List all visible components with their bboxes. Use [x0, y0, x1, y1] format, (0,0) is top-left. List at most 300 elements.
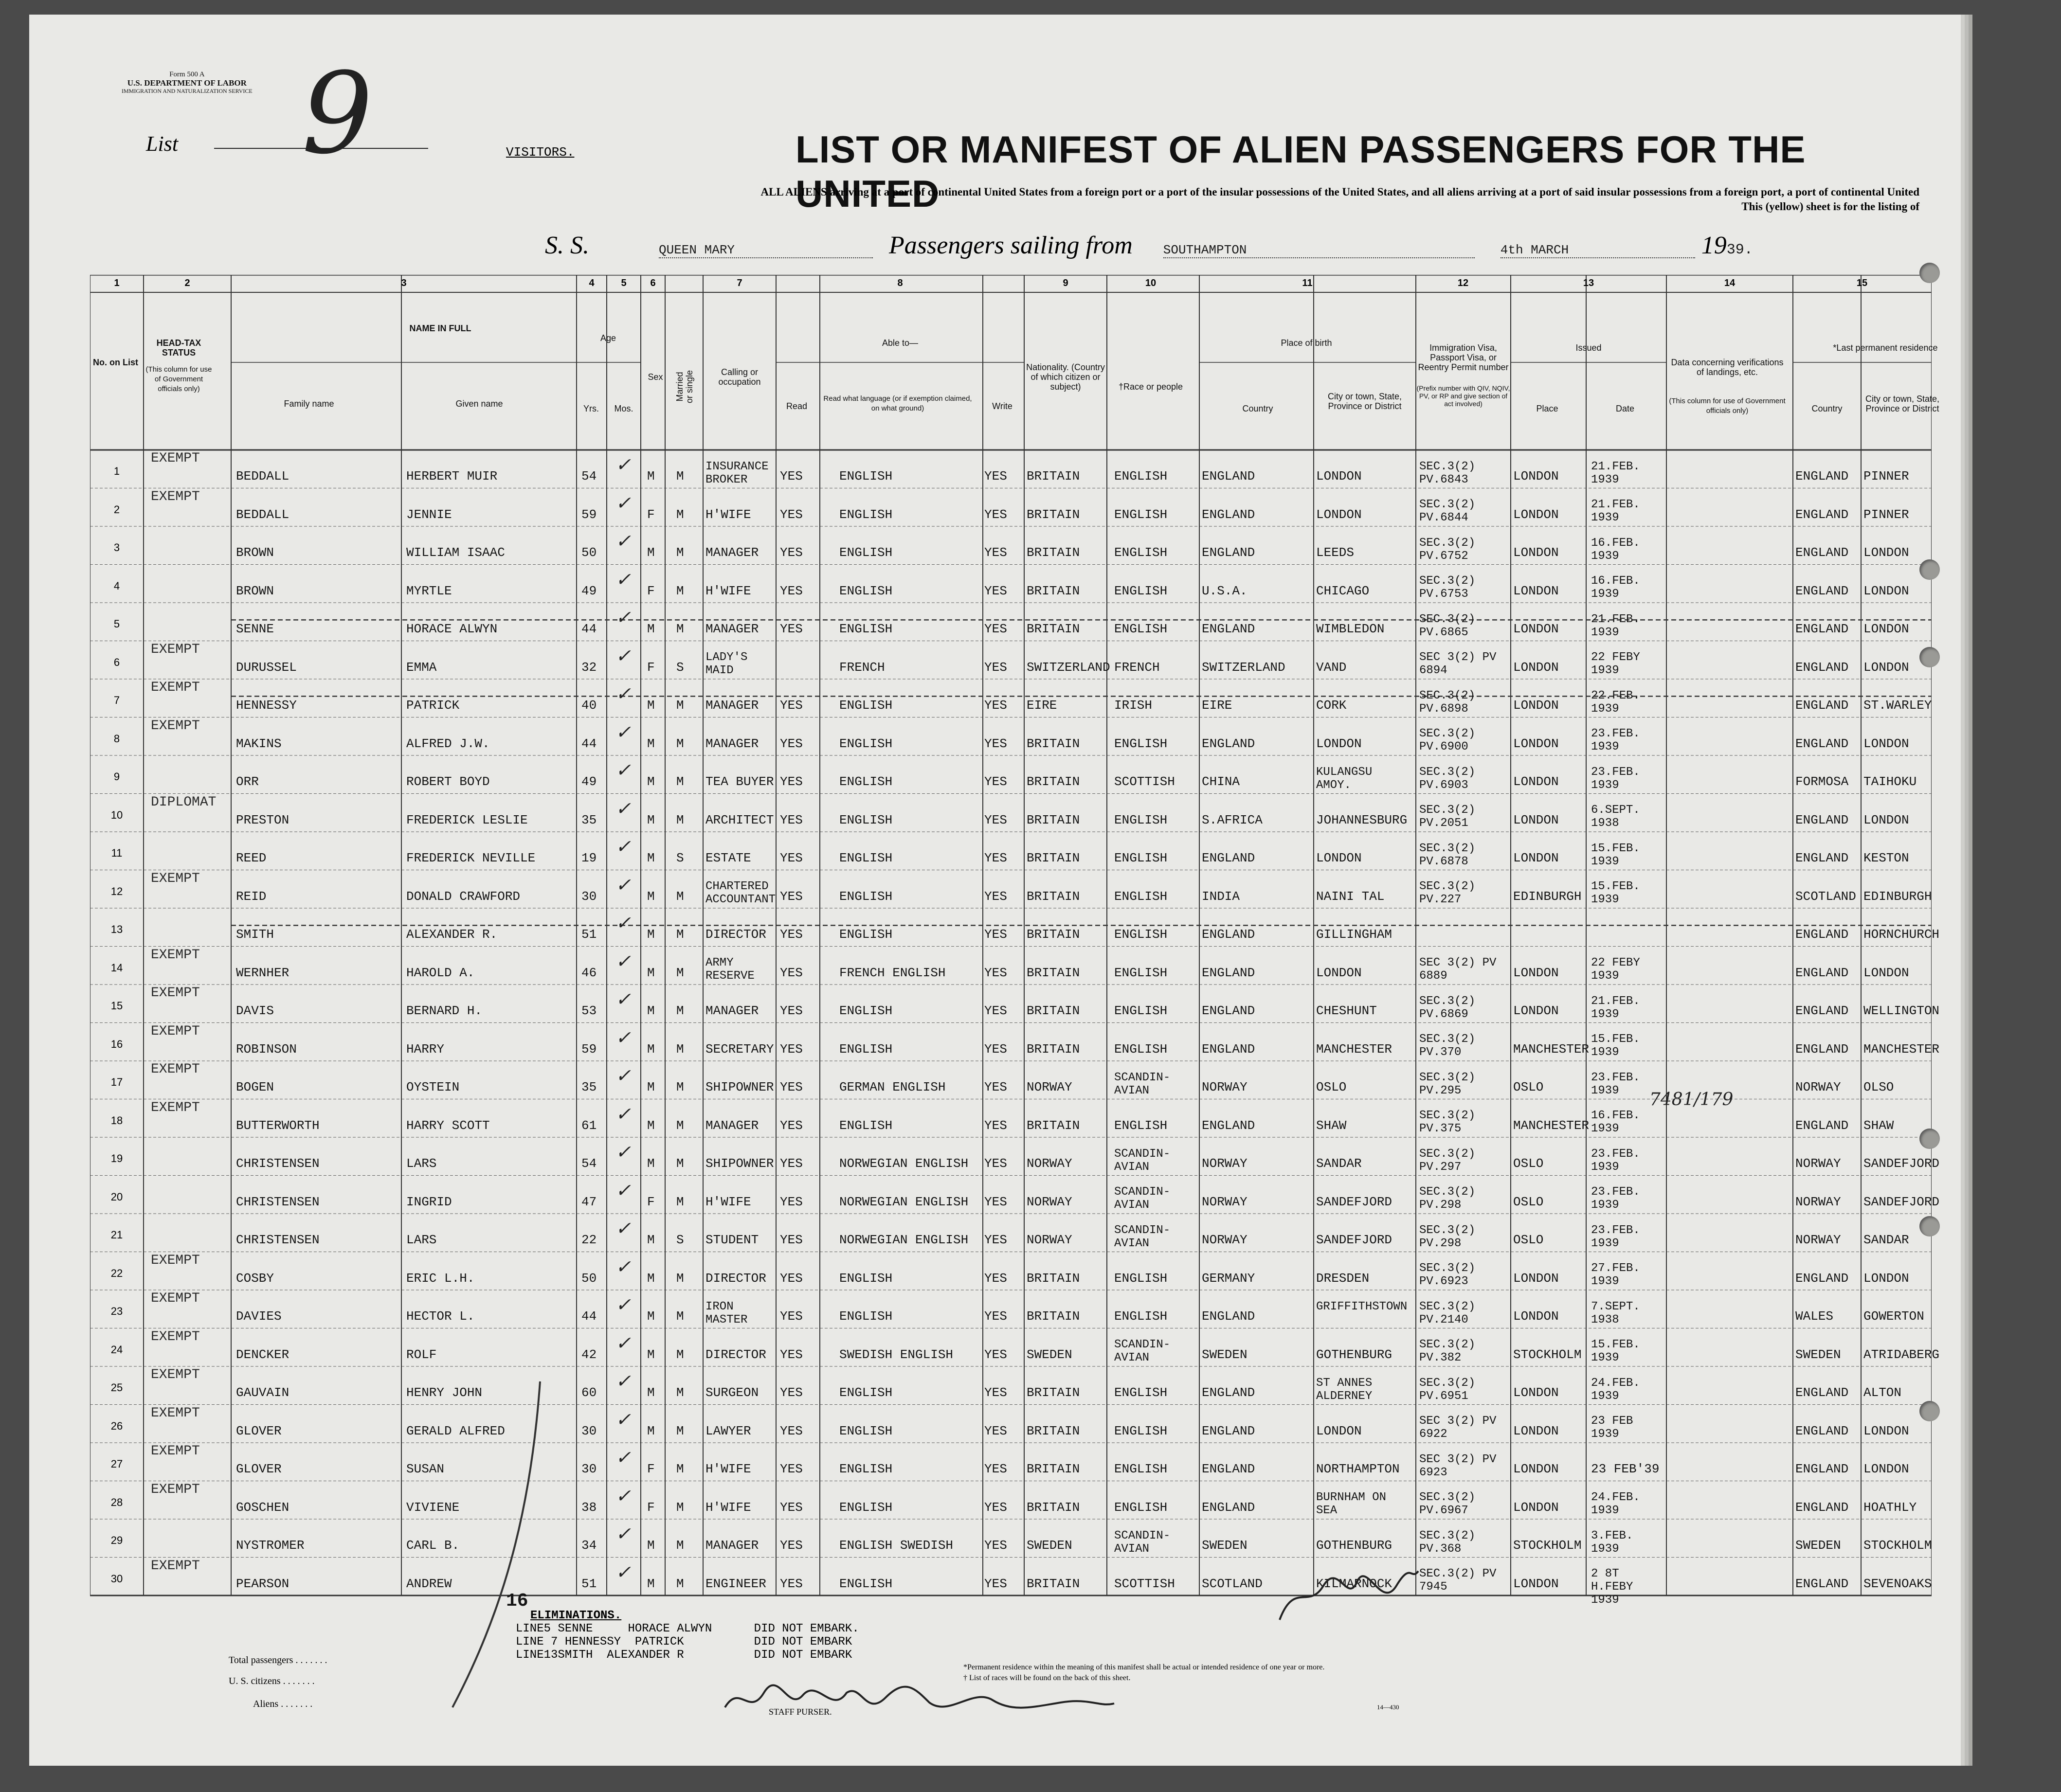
visa-number: SEC.3(2) PV.6844 [1419, 498, 1476, 524]
punch-hole-3 [1919, 1129, 1940, 1149]
visa-number: SEC.3(2) PV.6898 [1419, 689, 1476, 716]
sex: M [647, 1576, 655, 1591]
hdr-able: Able to— [882, 338, 919, 348]
language: SWEDISH ENGLISH [839, 1347, 954, 1362]
occupation: MANAGER [705, 698, 759, 713]
language: ENGLISH [839, 774, 893, 789]
birth-country: NORWAY [1202, 1156, 1247, 1171]
issued-place: LONDON [1513, 1500, 1559, 1515]
residence-city: LONDON [1863, 622, 1909, 637]
column-number: 8 [897, 278, 903, 288]
residence-country: ENGLAND [1795, 927, 1849, 942]
marital-status: M [676, 1194, 684, 1209]
headtax-status: EXEMPT [151, 1291, 200, 1306]
aliens-label: Aliens . . . . . . . [253, 1699, 313, 1709]
issued-place: LONDON [1513, 851, 1559, 866]
birth-city: GOTHENBURG [1316, 1538, 1392, 1553]
issued-place: MANCHESTER [1513, 1118, 1590, 1133]
given-name: INGRID [406, 1194, 452, 1209]
given-name: ROBERT BOYD [406, 774, 490, 789]
row-number: 23 [110, 1305, 123, 1318]
residence-country: ENGLAND [1795, 851, 1849, 866]
marital-status: M [676, 469, 684, 484]
row-number: 29 [110, 1534, 123, 1547]
marital-status: M [676, 1080, 684, 1095]
occupation: DIRECTOR [705, 927, 766, 942]
marital-status: M [676, 583, 684, 598]
hdr-residence: *Last permanent residence [1833, 343, 1938, 353]
occupation: DIRECTOR [705, 1271, 766, 1286]
sex: F [647, 1500, 655, 1515]
birth-city: SHAW [1316, 1118, 1347, 1133]
hdr-no-on-list: No. on List [93, 358, 138, 367]
race: SCANDIN- AVIAN [1114, 1071, 1171, 1097]
instructions-line-1: ALL ALIENS arriving at a port of continental United States from a foreign port or a port of the insular possessions of the United States, and all aliens arriving at a port of said insular possessions from a foreign port, a port of continental United [760, 186, 1919, 198]
check-mark-icon: ✓ [615, 1065, 631, 1086]
issued-place: STOCKHOLM [1513, 1538, 1582, 1553]
residence-city: LONDON [1863, 583, 1909, 598]
nationality: BRITAIN [1027, 469, 1080, 484]
language: FRENCH ENGLISH [839, 965, 946, 980]
punch-hole-4 [1919, 1216, 1940, 1236]
family-name: NYSTROMER [236, 1538, 305, 1553]
birth-city: WIMBLEDON [1316, 622, 1385, 637]
marital-status: M [676, 774, 684, 789]
check-mark-icon: ✓ [615, 950, 631, 972]
age-years: 50 [581, 1271, 597, 1286]
check-mark-icon: ✓ [615, 1523, 631, 1544]
residence-country: ENGLAND [1795, 1118, 1849, 1133]
can-read: YES [780, 1347, 803, 1362]
hdr-birth-country: Country [1242, 404, 1273, 413]
hdr-mos: Mos. [614, 404, 633, 413]
year-prefix: 19 [1701, 232, 1727, 259]
hdr-write: Write [992, 401, 1012, 411]
marital-status: M [676, 1462, 684, 1477]
given-name: BERNARD H. [406, 1004, 483, 1019]
column-number: 11 [1302, 278, 1313, 288]
birth-city: LONDON [1316, 507, 1362, 522]
issued-place: LONDON [1513, 1309, 1559, 1324]
occupation: TEA BUYER [705, 774, 774, 789]
table-row [90, 1176, 1940, 1214]
age-years: 46 [581, 965, 597, 980]
hdr-issued-place: Place [1536, 404, 1558, 413]
issued-date: 23.FEB. 1939 [1591, 1223, 1640, 1250]
hdr-race: †Race or people [1118, 382, 1183, 392]
residence-city: EDINBURGH [1863, 889, 1932, 904]
row-number: 7 [113, 694, 120, 707]
row-number: 2 [113, 503, 120, 516]
row-number: 17 [110, 1076, 123, 1089]
given-name: VIVIENE [406, 1500, 460, 1515]
given-name: PATRICK [406, 698, 460, 713]
visa-number: SEC.3(2) PV.6967 [1419, 1491, 1476, 1517]
age-years: 19 [581, 851, 597, 866]
hdr-landing-note: (This column for use of Government officials only) [1669, 397, 1786, 415]
given-name: DONALD CRAWFORD [406, 889, 521, 904]
birth-country: EIRE [1202, 698, 1232, 713]
race: ENGLISH [1114, 851, 1168, 866]
nationality: BRITAIN [1027, 1041, 1080, 1057]
occupation: MANAGER [705, 736, 759, 751]
birth-country: ENGLAND [1202, 469, 1255, 484]
occupation: ARMY RESERVE [705, 956, 755, 983]
birth-country: ENGLAND [1202, 1004, 1255, 1019]
occupation: ENGINEER [705, 1576, 766, 1591]
residence-country: NORWAY [1795, 1156, 1841, 1171]
nationality: BRITAIN [1027, 583, 1080, 598]
nationality: BRITAIN [1027, 1271, 1080, 1286]
birth-city: SANDEFJORD [1316, 1194, 1392, 1209]
column-number: 12 [1457, 278, 1469, 288]
residence-city: LONDON [1863, 736, 1909, 751]
family-name: GLOVER [236, 1462, 282, 1477]
can-read: YES [780, 812, 803, 827]
given-name: HENRY JOHN [406, 1385, 483, 1400]
residence-country: ENGLAND [1795, 1385, 1849, 1400]
residence-country: WALES [1795, 1309, 1834, 1324]
occupation: ARCHITECT [705, 812, 774, 827]
row-number: 13 [110, 923, 123, 936]
family-name: DAVIS [236, 1004, 274, 1019]
table-row [90, 1214, 1932, 1252]
hdr-sex: Sex [648, 372, 663, 382]
birth-country: ENGLAND [1202, 1500, 1255, 1515]
issued-place: LONDON [1513, 965, 1559, 980]
table-row [90, 832, 1932, 870]
check-mark-icon: ✓ [615, 1255, 631, 1277]
residence-country: ENGLAND [1795, 1462, 1849, 1477]
birth-city: SANDAR [1316, 1156, 1362, 1171]
occupation: STUDENT [705, 1233, 759, 1248]
birth-city: CORK [1316, 698, 1347, 713]
can-write: YES [984, 1462, 1007, 1477]
can-read: YES [780, 1576, 803, 1591]
hdr-age: Age [600, 333, 616, 343]
nationality: NORWAY [1027, 1233, 1072, 1248]
age-years: 59 [581, 507, 597, 522]
purser-signature [720, 1673, 1119, 1727]
table-row [90, 679, 1932, 717]
issued-date: 15.FEB. 1939 [1591, 1338, 1640, 1364]
can-read: YES [780, 583, 803, 598]
race: ENGLISH [1114, 1462, 1168, 1477]
given-name: OYSTEIN [406, 1080, 460, 1095]
check-mark-icon: ✓ [615, 721, 631, 743]
issued-date: 22 FEBY 1939 [1591, 651, 1640, 677]
nationality: SWEDEN [1027, 1538, 1072, 1553]
residence-city: SANDEFJORD [1863, 1156, 1940, 1171]
nationality: BRITAIN [1027, 545, 1080, 560]
table-row [90, 526, 1932, 565]
headtax-status: EXEMPT [151, 1444, 200, 1459]
residence-country: NORWAY [1795, 1080, 1841, 1095]
issued-place: LONDON [1513, 1576, 1559, 1591]
family-name: SMITH [236, 927, 274, 942]
nationality: BRITAIN [1027, 1500, 1080, 1515]
headtax-status: EXEMPT [151, 1558, 200, 1574]
headtax-status: EXEMPT [151, 1023, 200, 1039]
issued-date: 3.FEB. 1939 [1591, 1529, 1633, 1556]
can-write: YES [984, 889, 1007, 904]
language: ENGLISH [839, 1309, 893, 1324]
can-write: YES [984, 965, 1007, 980]
table-row [90, 565, 1932, 603]
sex: M [647, 1271, 655, 1286]
issued-date: 16.FEB. 1939 [1591, 574, 1640, 601]
birth-city: LONDON [1316, 469, 1362, 484]
residence-country: NORWAY [1795, 1194, 1841, 1209]
occupation: SURGEON [705, 1385, 759, 1400]
nationality: BRITAIN [1027, 507, 1080, 522]
birth-city: ST ANNES ALDERNEY [1316, 1376, 1373, 1403]
family-name: COSBY [236, 1271, 274, 1286]
language: ENGLISH [839, 1118, 893, 1133]
race: ENGLISH [1114, 812, 1168, 827]
nationality: BRITAIN [1027, 1385, 1080, 1400]
birth-country: ENGLAND [1202, 1423, 1255, 1438]
row-number: 24 [110, 1343, 123, 1356]
marital-status: M [676, 1576, 684, 1591]
visa-number: SEC.3(2) PV.382 [1419, 1338, 1476, 1364]
occupation: INSURANCE BROKER [705, 460, 769, 486]
birth-country: SWITZERLAND [1202, 660, 1285, 675]
race: ENGLISH [1114, 507, 1168, 522]
issued-date: 15.FEB. 1939 [1591, 880, 1640, 906]
nationality: BRITAIN [1027, 812, 1080, 827]
nationality: BRITAIN [1027, 965, 1080, 980]
nationality: EIRE [1027, 698, 1057, 713]
birth-city: LONDON [1316, 1423, 1362, 1438]
birth-city: GOTHENBURG [1316, 1347, 1392, 1362]
table-row [90, 1443, 1932, 1481]
can-write: YES [984, 1538, 1007, 1553]
check-mark-icon: ✓ [615, 1370, 631, 1392]
residence-city: WELLINGTON [1863, 1004, 1940, 1019]
language: ENGLISH [839, 1576, 893, 1591]
sex: M [647, 927, 655, 942]
hdr-res-country: Country [1811, 404, 1843, 413]
race: ENGLISH [1114, 469, 1168, 484]
marital-status: M [676, 965, 684, 980]
visa-number: SEC 3(2) PV 6923 [1419, 1452, 1497, 1479]
issued-date: 21.FEB. 1939 [1591, 994, 1640, 1021]
headtax-status: EXEMPT [151, 947, 200, 963]
row-number: 25 [110, 1381, 123, 1394]
language: ENGLISH [839, 698, 893, 713]
issued-date: 24.FEB. 1939 [1591, 1376, 1640, 1403]
residence-city: LONDON [1863, 812, 1909, 827]
family-name: REED [236, 851, 267, 866]
sex: M [647, 469, 655, 484]
birth-city: OSLO [1316, 1080, 1347, 1095]
can-write: YES [984, 851, 1007, 866]
race: ENGLISH [1114, 1004, 1168, 1019]
birth-country: ENGLAND [1202, 1041, 1255, 1057]
column-number: 5 [621, 278, 627, 288]
visa-number: SEC.3(2) PV.6752 [1419, 536, 1476, 563]
residence-country: SCOTLAND [1795, 889, 1856, 904]
occupation: MANAGER [705, 1004, 759, 1019]
marital-status: M [676, 1271, 684, 1286]
family-name: GLOVER [236, 1423, 282, 1438]
can-write: YES [984, 1156, 1007, 1171]
race: SCANDIN- AVIAN [1114, 1185, 1171, 1212]
table-row [90, 641, 1932, 680]
issued-place: LONDON [1513, 660, 1559, 675]
check-mark-icon: ✓ [615, 1218, 631, 1239]
birth-country: ENGLAND [1202, 1385, 1255, 1400]
nationality: SWEDEN [1027, 1347, 1072, 1362]
can-read: YES [780, 1194, 803, 1209]
birth-country: ENGLAND [1202, 851, 1255, 866]
can-read: YES [780, 736, 803, 751]
staff-purser-label: STAFF PURSER. [769, 1707, 832, 1717]
footnote-races: † List of races will be found on the back of this sheet. [963, 1674, 1131, 1682]
can-write: YES [984, 469, 1007, 484]
check-mark-icon: ✓ [615, 1103, 631, 1125]
hdr-place-of-birth: Place of birth [1281, 338, 1332, 348]
issued-place: STOCKHOLM [1513, 1347, 1582, 1362]
nationality: BRITAIN [1027, 1423, 1080, 1438]
sex: M [647, 1156, 655, 1171]
language: ENGLISH [839, 812, 893, 827]
issued-date: 16.FEB. 1939 [1591, 1109, 1640, 1135]
family-name: BUTTERWORTH [236, 1118, 320, 1133]
age-years: 34 [581, 1538, 597, 1553]
hdr-issued-date: Date [1615, 404, 1635, 413]
hdr-visa: Immigration Visa, Passport Visa, or Reentry Permit number [1418, 343, 1509, 372]
birth-country: SWEDEN [1202, 1538, 1247, 1553]
column-number: 14 [1724, 278, 1736, 288]
sex: M [647, 1041, 655, 1057]
birth-city: KILMARNOCK [1316, 1576, 1392, 1591]
hdr-birth-city: City or town, State, Province or District [1327, 392, 1402, 411]
occupation: H'WIFE [705, 507, 751, 522]
row-number: 22 [110, 1267, 123, 1279]
race: IRISH [1114, 698, 1153, 713]
residence-city: HORNCHURCH [1863, 927, 1940, 942]
check-mark-icon: ✓ [615, 988, 631, 1010]
table-row [90, 947, 1932, 985]
visa-number: SEC.3(2) PV.6753 [1419, 574, 1476, 601]
residence-country: ENGLAND [1795, 698, 1849, 713]
age-years: 44 [581, 1309, 597, 1324]
residence-country: ENGLAND [1795, 469, 1849, 484]
hdr-res-city: City or town, State, Province or District [1865, 394, 1940, 413]
elimination-line-3: LINE13SMITH ALEXANDER R DID NOT EMBARK [516, 1649, 852, 1662]
column-number: 15 [1856, 278, 1868, 288]
check-mark-icon: ✓ [615, 1332, 631, 1354]
family-name: DAVIES [236, 1309, 282, 1324]
birth-city: BURNHAM ON SEA [1316, 1491, 1387, 1517]
visa-number: SEC.3(2) PV.368 [1419, 1529, 1476, 1556]
residence-city: OLSO [1863, 1080, 1894, 1095]
age-years: 53 [581, 1004, 597, 1019]
issued-date: 23.FEB. 1939 [1591, 1185, 1640, 1212]
language: NORWEGIAN ENGLISH [839, 1194, 969, 1209]
row-number: 20 [110, 1190, 123, 1203]
marital-status: M [676, 1347, 684, 1362]
table-row [90, 794, 1932, 832]
marital-status: S [676, 660, 684, 675]
nationality: NORWAY [1027, 1080, 1072, 1095]
race: ENGLISH [1114, 1041, 1168, 1057]
race: SCOTTISH [1114, 1576, 1175, 1591]
given-name: CARL B. [406, 1538, 460, 1553]
given-name: HORACE ALWYN [406, 622, 498, 637]
race: ENGLISH [1114, 927, 1168, 942]
age-years: 35 [581, 812, 597, 827]
column-number: 1 [114, 278, 120, 288]
occupation: SECRETARY [705, 1041, 774, 1057]
row-number: 28 [110, 1496, 123, 1508]
hdr-nationality: Nationality. (Country of which citizen or subject) [1026, 362, 1105, 392]
issued-place: LONDON [1513, 1385, 1559, 1400]
table-row [90, 1328, 1940, 1367]
headtax-status: EXEMPT [151, 1253, 200, 1268]
can-read: YES [780, 545, 803, 560]
issued-date: 7.SEPT. 1938 [1591, 1300, 1640, 1326]
residence-city: ATRIDABERG [1863, 1347, 1940, 1362]
language: ENGLISH [839, 1462, 893, 1477]
age-years: 59 [581, 1041, 597, 1057]
table-row [90, 1519, 1932, 1558]
table-row [90, 755, 1932, 794]
issued-date: 2 8T H.FEBY 1939 [1591, 1567, 1633, 1607]
sex: M [647, 1309, 655, 1324]
language: ENGLISH [839, 622, 893, 637]
marital-status: M [676, 1500, 684, 1515]
family-name: GOSCHEN [236, 1500, 289, 1515]
row-number: 1 [113, 465, 120, 478]
us-citizens-label: U. S. citizens . . . . . . . [229, 1676, 315, 1686]
can-read: YES [780, 851, 803, 866]
list-label: List [146, 132, 179, 156]
visa-number: SEC.3(2) PV.298 [1419, 1223, 1476, 1250]
residence-country: ENGLAND [1795, 583, 1849, 598]
age-years: 35 [581, 1080, 597, 1095]
can-read: YES [780, 1309, 803, 1324]
table-row [90, 488, 1932, 527]
residence-city: HOATHLY [1863, 1500, 1917, 1515]
check-mark-icon: ✓ [615, 1026, 631, 1048]
given-name: LARS [406, 1233, 437, 1248]
inspector-signature [1275, 1552, 1421, 1630]
issued-date: 27.FEB. 1939 [1591, 1262, 1640, 1288]
instructions-line-2: This (yellow) sheet is for the listing of [1741, 200, 1919, 213]
table-row [90, 870, 1932, 909]
age-years: 30 [581, 1462, 597, 1477]
birth-country: ENGLAND [1202, 965, 1255, 980]
table-row [90, 717, 1932, 756]
punch-hole-1 [1919, 559, 1940, 580]
birth-country: S.AFRICA [1202, 812, 1263, 827]
row-number: 21 [110, 1229, 123, 1241]
given-name: FREDERICK NEVILLE [406, 851, 536, 866]
can-write: YES [984, 622, 1007, 637]
sex: M [647, 1347, 655, 1362]
visa-number: SEC.3(2) PV.2140 [1419, 1300, 1476, 1326]
birth-city: JOHANNESBURG [1316, 812, 1408, 827]
can-write: YES [984, 1004, 1007, 1019]
departure-date: 4th MARCH [1501, 243, 1695, 258]
table-row [90, 450, 1932, 488]
visa-number: SEC.3(2) PV.370 [1419, 1033, 1476, 1059]
column-number: 9 [1063, 278, 1068, 288]
headtax-status: DIPLOMAT [151, 794, 217, 810]
